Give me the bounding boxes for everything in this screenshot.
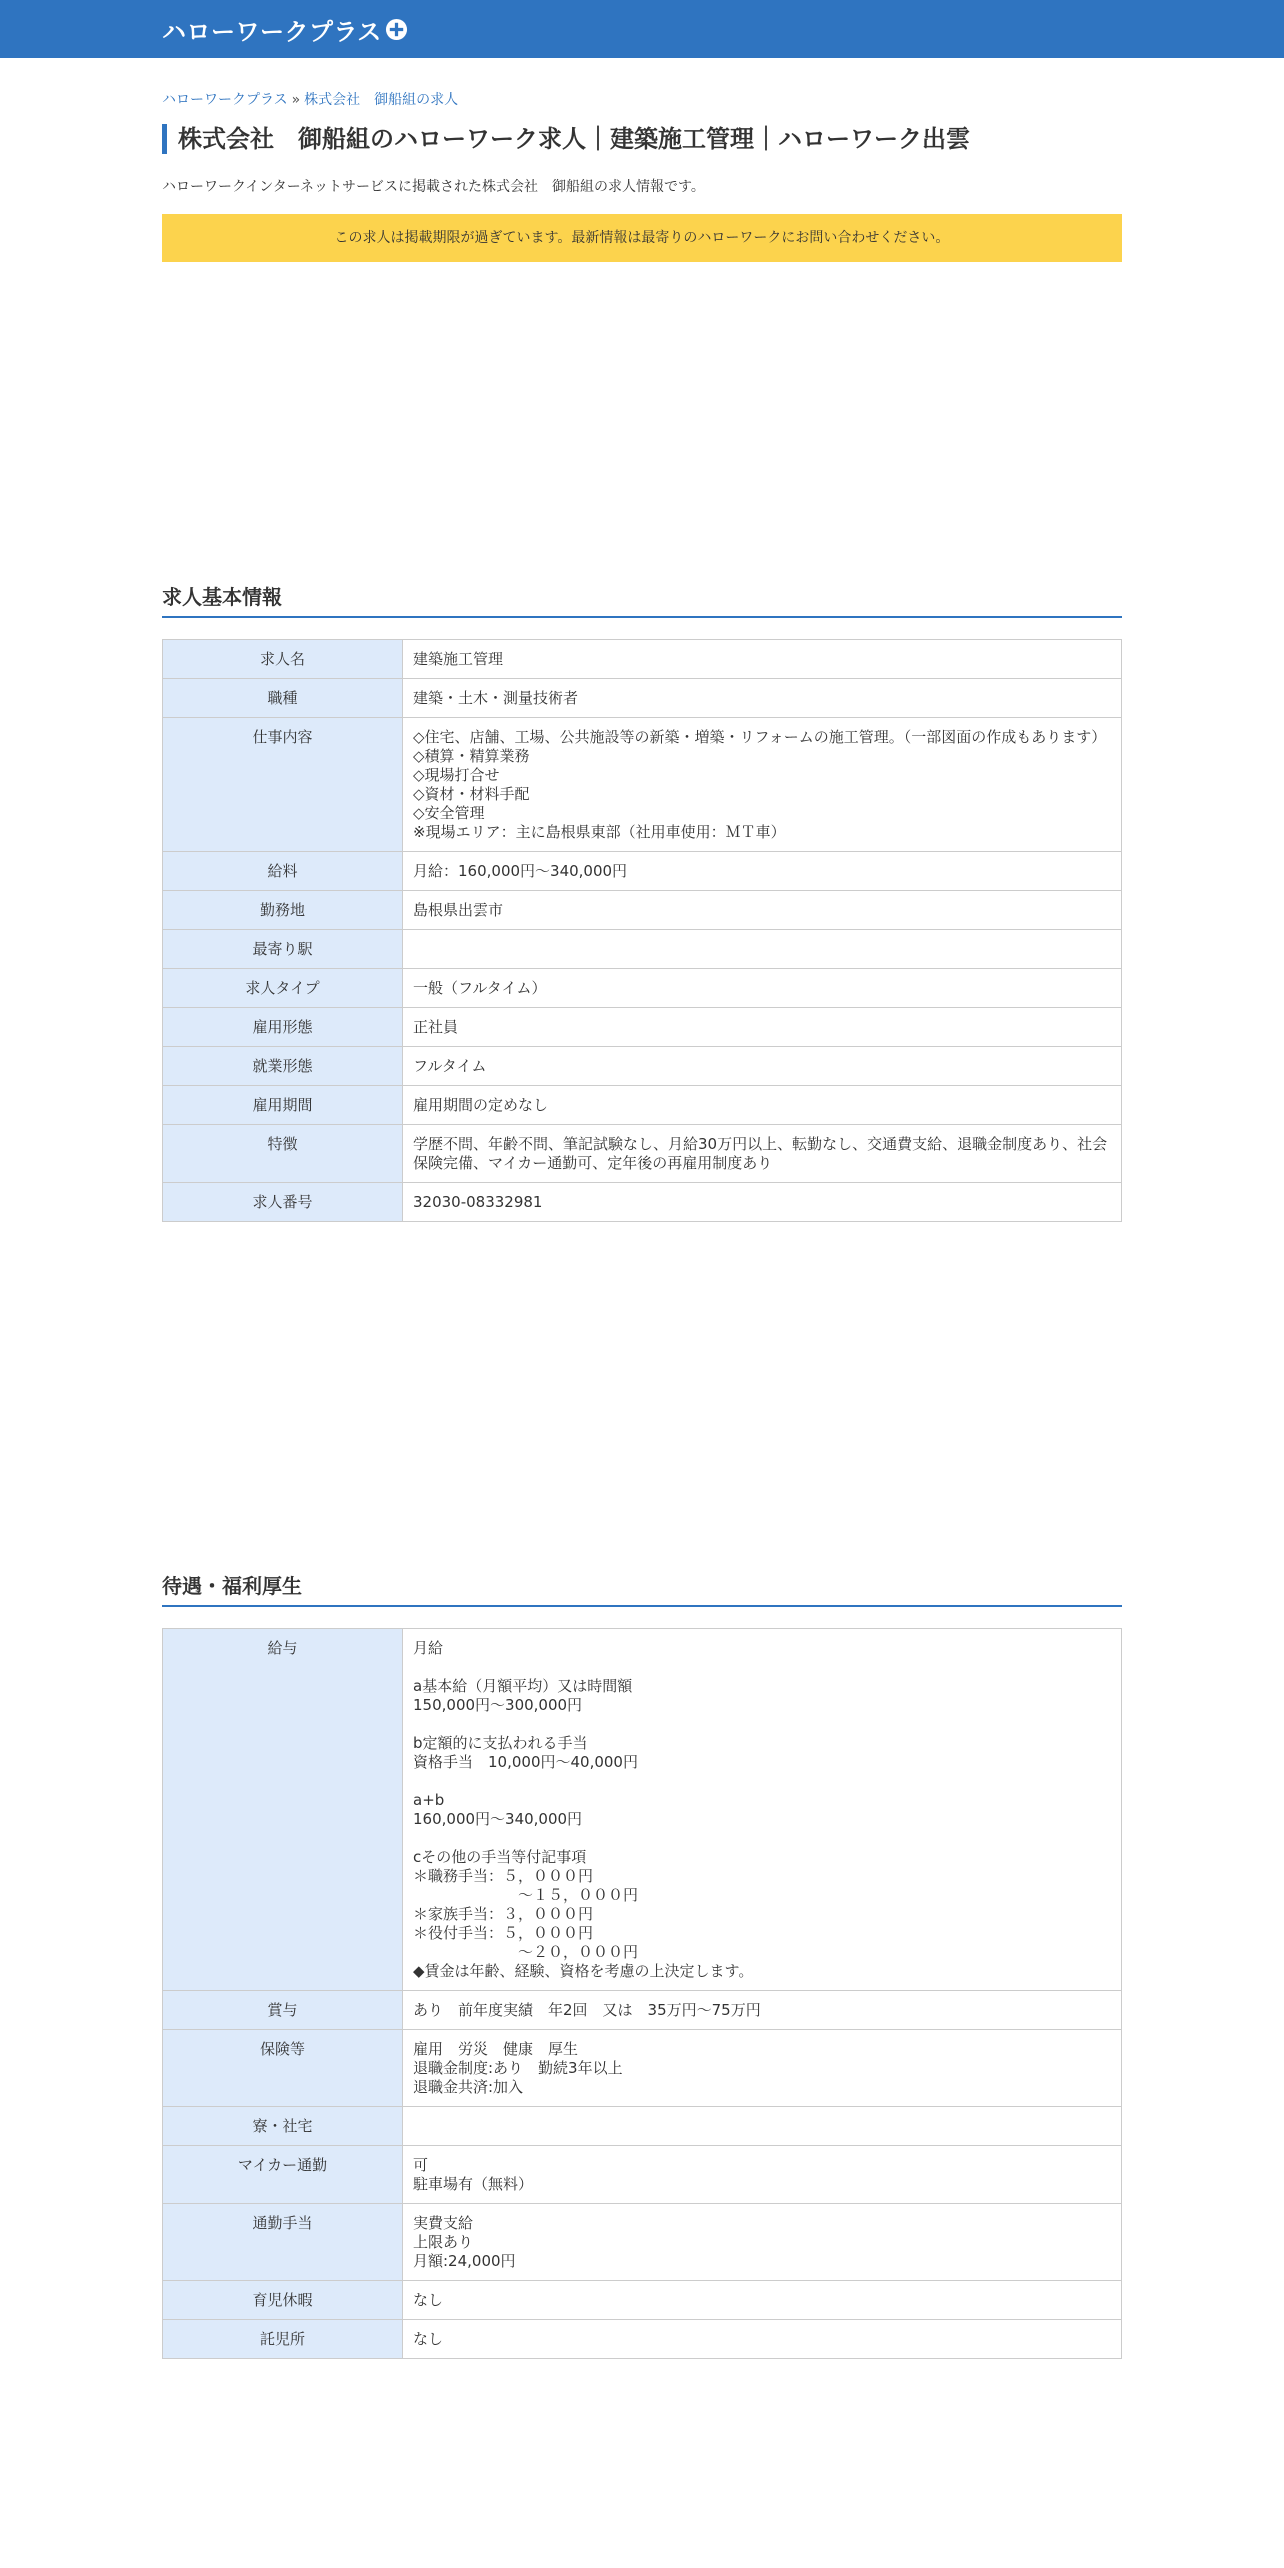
row-value: なし: [403, 2320, 1122, 2359]
row-value: 雇用期間の定めなし: [403, 1086, 1122, 1125]
row-label: 保険等: [163, 2030, 403, 2107]
row-label: 最寄り駅: [163, 930, 403, 969]
row-label: 就業形態: [163, 1047, 403, 1086]
site-header: [0, 0, 1284, 58]
row-value: 島根県出雲市: [403, 891, 1122, 930]
table-row: [163, 1991, 1122, 2030]
table-row: [163, 1047, 1122, 1086]
row-value: 可 駐車場有（無料）: [403, 2146, 1122, 2204]
row-label: 職種: [163, 679, 403, 718]
row-value: 32030-08332981: [403, 1183, 1122, 1222]
plus-circle-icon: [385, 18, 408, 41]
table-row: [163, 718, 1122, 852]
row-label: マイカー通勤: [163, 2146, 403, 2204]
table-row: [163, 891, 1122, 930]
table-row: [163, 2030, 1122, 2107]
row-label: 託児所: [163, 2320, 403, 2359]
row-label: 通勤手当: [163, 2204, 403, 2281]
table-row: [163, 2107, 1122, 2146]
logo-text: ハローワークプラス: [162, 17, 382, 46]
table-row: [163, 1629, 1122, 1991]
row-label: 雇用形態: [163, 1008, 403, 1047]
page-title: 株式会社 御船組のハローワーク求人｜建築施工管理｜ハローワーク出雲: [162, 124, 1122, 154]
row-label: 雇用期間: [163, 1086, 403, 1125]
table-row: [163, 930, 1122, 969]
table-row: [163, 969, 1122, 1008]
row-label: 育児休暇: [163, 2281, 403, 2320]
row-label: 求人名: [163, 640, 403, 679]
lead-text: ハローワークインターネットサービスに掲載された株式会社 御船組の求人情報です。: [162, 179, 705, 195]
row-value: 雇用 労災 健康 厚生 退職金制度:あり 勤続3年以上 退職金共済:加入: [403, 2030, 1122, 2107]
table-row: [163, 2320, 1122, 2359]
row-value: 正社員: [403, 1008, 1122, 1047]
basic-info-title: 求人基本情報: [162, 581, 1122, 618]
table-row: [163, 2204, 1122, 2281]
row-value: 学歴不問、年齢不問、筆記試験なし、月給30万円以上、転勤なし、交通費支給、退職金制度あり、社会保険完備、マイカー通勤可、定年後の再雇用制度あり: [403, 1125, 1122, 1183]
table-row: [163, 640, 1122, 679]
breadcrumb: [162, 89, 458, 109]
row-value: 実費支給 上限あり 月額:24,000円: [403, 2204, 1122, 2281]
row-label: 勤務地: [163, 891, 403, 930]
table-row: [163, 1183, 1122, 1222]
row-value: 建築・土木・測量技術者: [403, 679, 1122, 718]
row-value: なし: [403, 2281, 1122, 2320]
row-label: 求人番号: [163, 1183, 403, 1222]
row-label: 給料: [163, 852, 403, 891]
row-value: 建築施工管理: [403, 640, 1122, 679]
row-value: フルタイム: [403, 1047, 1122, 1086]
table-row: [163, 679, 1122, 718]
basic-info-table: [162, 639, 1122, 1222]
site-logo[interactable]: [162, 12, 408, 46]
row-label: 給与: [163, 1629, 403, 1991]
breadcrumb-home-link[interactable]: ハローワークプラス: [162, 92, 288, 108]
table-row: [163, 852, 1122, 891]
welfare-table: [162, 1628, 1122, 2359]
row-label: 仕事内容: [163, 718, 403, 852]
row-value: [403, 930, 1122, 969]
row-label: 寮・社宅: [163, 2107, 403, 2146]
row-value: 月給 a基本給（月額平均）又は時間額 150,000円～300,000円 b定額的に支払われる手当 資格手当 10,000円～40,000円 a+b 160,000円～340,000円 cその他の手当等付記事項 ＊職務手当：５，０００円 ～１５，０００円 ＊家族手当：３，０００円 ＊役付手当：５，０００円 ～２０，０００円 ◆賃金は年齢、経験、資格を考慮の上決定します。: [403, 1629, 1122, 1991]
table-row: [163, 1008, 1122, 1047]
row-value: [403, 2107, 1122, 2146]
row-label: 賞与: [163, 1991, 403, 2030]
row-value: ◇住宅、店舗、工場、公共施設等の新築・増築・リフォームの施工管理。（一部図面の作成もあります） ◇積算・精算業務 ◇現場打合せ ◇資材・材料手配 ◇安全管理 ※現場エリア：主に島根県東部（社用車使用：ＭＴ車）: [403, 718, 1122, 852]
table-row: [163, 1086, 1122, 1125]
table-row: [163, 2281, 1122, 2320]
row-label: 求人タイプ: [163, 969, 403, 1008]
expired-notice: この求人は掲載期限が過ぎています。最新情報は最寄りのハローワークにお問い合わせください。: [162, 214, 1122, 262]
table-row: [163, 1125, 1122, 1183]
breadcrumb-current-link[interactable]: 株式会社 御船組の求人: [304, 92, 459, 108]
welfare-title: 待遇・福利厚生: [162, 1570, 1122, 1607]
row-label: 特徴: [163, 1125, 403, 1183]
row-value: あり 前年度実績 年2回 又は 35万円～75万円: [403, 1991, 1122, 2030]
row-value: 一般（フルタイム）: [403, 969, 1122, 1008]
table-row: [163, 2146, 1122, 2204]
breadcrumb-separator: »: [291, 92, 301, 108]
row-value: 月給：160,000円～340,000円: [403, 852, 1122, 891]
